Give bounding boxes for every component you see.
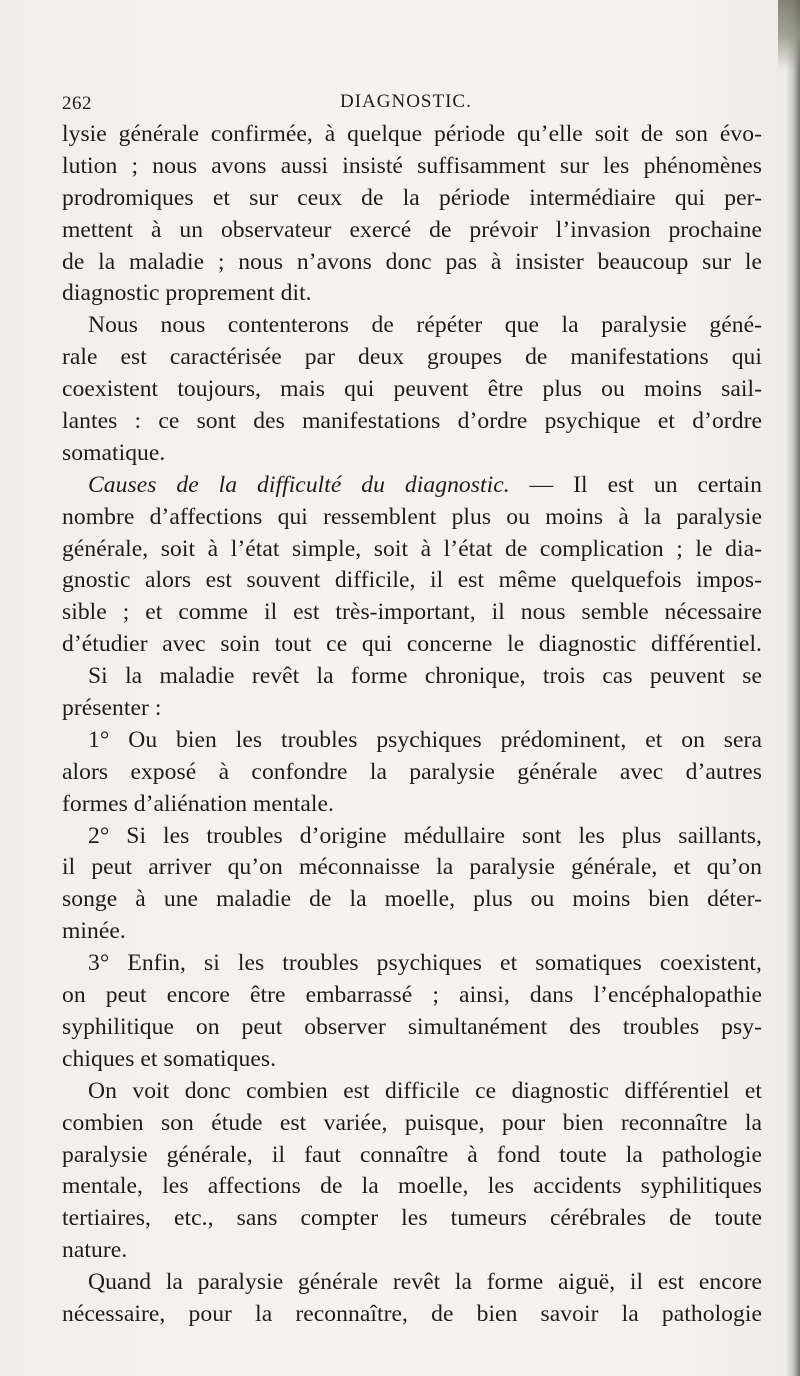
text-line: nature. — [62, 1237, 128, 1264]
section-heading-continuation: — Il est un certain — [529, 471, 762, 498]
text-line: nombre d’affections qui ressemblent plus ou moins à la paralysie — [62, 503, 762, 530]
text-line: songe à une maladie de la moelle, plus ou moins bien déter- — [62, 886, 762, 913]
section-heading: Causes de la difficulté du diagnostic. — [88, 471, 510, 498]
text-line: nécessaire, pour la reconnaître, de bien savoir la pathologie — [62, 1300, 762, 1327]
text-line: diagnostic proprement dit. — [62, 280, 312, 307]
text-line: alors exposé à confondre la paralysie générale avec d’autres — [62, 758, 762, 785]
text-line: lysie générale confirmée, à quelque période qu’elle soit de son évo- — [62, 121, 762, 147]
text-line: combien son étude est variée, puisque, pour bien reconnaître la — [62, 1109, 762, 1136]
text-line: de la maladie ; nous n’avons donc pas à insister beaucoup sur le — [62, 248, 762, 275]
section-heading-line — [62, 470, 762, 502]
text-line: paralysie générale, il faut connaître à fond toute la pathologie — [62, 1141, 762, 1168]
text-line: sible ; et comme il est très-important, il nous semble nécessaire — [62, 599, 762, 626]
text-line: coexistent toujours, mais qui peuvent être plus ou moins sail- — [62, 376, 762, 403]
text-line: Quand la paralysie générale revêt la forme aiguë, il est encore — [88, 1269, 762, 1296]
text-line: lution ; nous avons aussi insisté suffisamment sur les phénomènes — [62, 152, 762, 179]
text-line: minée. — [62, 918, 126, 945]
text-line: mentale, les affections de la moelle, les accidents syphilitiques — [62, 1173, 762, 1200]
text-line: syphilitique on peut observer simultanément des troubles psy- — [62, 1013, 762, 1040]
text-line: Si la maladie revêt la forme chronique, trois cas peuvent se — [88, 663, 762, 690]
page-number: 262 — [62, 93, 92, 114]
text-line: on peut encore être embarrassé ; ainsi, dans l’encéphalopathie — [62, 982, 762, 1009]
body-text — [62, 119, 762, 1331]
text-line: gnostic alors est souvent difficile, il est même quelquefois impos- — [62, 567, 762, 594]
text-line: tertiaires, etc., sans compter les tumeurs cérébrales de toute — [62, 1205, 762, 1232]
text-line: lantes : ce sont des manifestations d’ordre psychique et d’ordre — [62, 408, 762, 435]
text-line: On voit donc combien est difficile ce diagnostic différentiel et — [88, 1077, 762, 1104]
text-line: somatique. — [62, 439, 166, 466]
text-line: mettent à un observateur exercé de prévoir l’invasion prochaine — [62, 216, 762, 243]
list-item-2: 2° Si les troubles d’origine médullaire sont les plus saillants, — [88, 822, 762, 849]
text-line: générale, soit à l’état simple, soit à l’état de complication ; le dia- — [62, 535, 762, 562]
running-title: DIAGNOSTIC. — [340, 91, 472, 112]
text-line: prodromiques et sur ceux de la période intermédiaire qui per- — [62, 184, 762, 211]
list-item-3: 3° Enfin, si les troubles psychiques et somatiques coexistent, — [88, 950, 762, 977]
text-line: formes d’aliénation mentale. — [62, 790, 334, 817]
list-item-1: 1° Ou bien les troubles psychiques prédominent, et on sera — [88, 726, 762, 753]
text-line: il peut arriver qu’on méconnaisse la paralysie générale, et qu’on — [62, 854, 762, 881]
running-head — [62, 91, 762, 121]
text-line: d’étudier avec soin tout ce qui concerne le diagnostic différentiel. — [62, 631, 762, 658]
text-line: Nous nous contenterons de répéter que la paralysie géné- — [88, 312, 762, 339]
text-line: rale est caractérisée par deux groupes de manifestations qui — [62, 344, 762, 371]
text-line: présenter : — [62, 695, 162, 722]
text-line: chiques et somatiques. — [62, 1045, 277, 1072]
page-corner-mark — [778, 0, 800, 70]
page-edge-shadow — [786, 0, 800, 1376]
